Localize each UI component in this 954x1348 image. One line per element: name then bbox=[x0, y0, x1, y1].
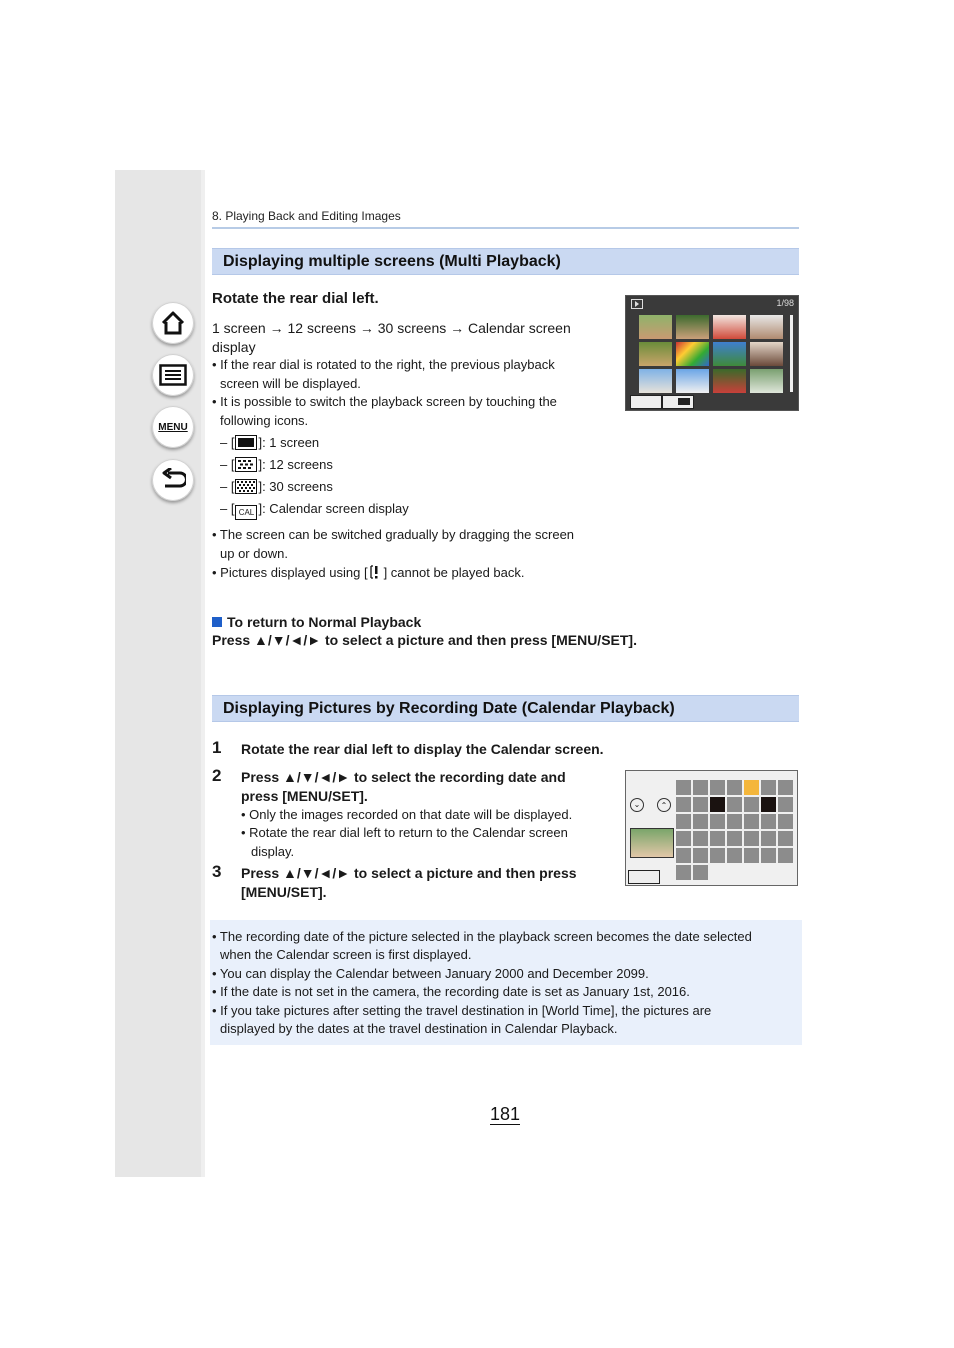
contents-button[interactable] bbox=[152, 354, 194, 396]
calendar-day-cell[interactable] bbox=[710, 797, 725, 812]
calendar-day-cell[interactable] bbox=[761, 848, 776, 863]
bullet-line: • If the rear dial is rotated to the right, the previous playback bbox=[212, 357, 555, 372]
icon-list-item bbox=[220, 501, 409, 520]
bullet-text: • Pictures displayed using [ bbox=[212, 565, 368, 580]
calendar-day-cell[interactable] bbox=[744, 831, 759, 846]
sequence-item: 30 screens bbox=[377, 320, 447, 336]
home-icon bbox=[160, 310, 186, 336]
thirty-screens-icon[interactable] bbox=[628, 870, 660, 884]
thumbnail[interactable] bbox=[750, 315, 783, 339]
calendar-icon[interactable] bbox=[235, 505, 257, 520]
note-line: when the Calendar screen is first displayed. bbox=[220, 947, 472, 962]
calendar-day-cell[interactable] bbox=[676, 848, 691, 863]
calendar-day-cell[interactable] bbox=[710, 780, 725, 795]
calendar-day-cell[interactable] bbox=[761, 780, 776, 795]
square-bullet-icon bbox=[212, 617, 222, 627]
step-number: 2 bbox=[212, 766, 222, 785]
bullet-text: ] cannot be played back. bbox=[383, 565, 525, 580]
sub-bullet: • Rotate the rear dial left to return to the Calendar screen bbox=[241, 825, 568, 840]
step-text: [MENU/SET]. bbox=[241, 884, 327, 900]
calendar-day-cell[interactable] bbox=[693, 865, 708, 880]
bullet-line: up or down. bbox=[220, 546, 288, 561]
calendar-day-cell[interactable] bbox=[778, 814, 793, 829]
return-instruction: Press ▲/▼/◄/► to select a picture and then press [MENU/SET]. bbox=[212, 632, 637, 648]
warning-icon bbox=[369, 564, 383, 580]
thumbnail[interactable] bbox=[750, 342, 783, 366]
return-heading-row bbox=[212, 614, 421, 630]
home-button[interactable] bbox=[152, 302, 194, 344]
calendar-day-cell[interactable] bbox=[744, 780, 759, 795]
bullet-line bbox=[212, 564, 525, 580]
note-line: • You can display the Calendar between January 2000 and December 2099. bbox=[212, 966, 649, 981]
note-line: • If the date is not set in the camera, the recording date is set as January 1st, 2016. bbox=[212, 984, 690, 999]
section-title-bar bbox=[212, 695, 799, 722]
calendar-day-cell[interactable] bbox=[710, 814, 725, 829]
sequence-item: 12 screens bbox=[287, 320, 356, 336]
calendar-day-cell[interactable] bbox=[761, 831, 776, 846]
icon-list-label: ]: 1 screen bbox=[258, 435, 320, 450]
playback-icon bbox=[631, 299, 643, 309]
calendar-screen bbox=[625, 770, 798, 886]
chevron-down-icon[interactable]: ⌄ bbox=[630, 798, 644, 812]
calendar-day-cell[interactable] bbox=[676, 814, 691, 829]
thumbnail[interactable] bbox=[639, 369, 672, 393]
calendar-day-cell[interactable] bbox=[693, 848, 708, 863]
step-text: Press ▲/▼/◄/► to select the recording date and bbox=[241, 769, 566, 785]
sub-bullet: • Only the images recorded on that date will be displayed. bbox=[241, 807, 573, 822]
calendar-day-cell[interactable] bbox=[710, 831, 725, 846]
thumbnail[interactable] bbox=[713, 315, 746, 339]
thumbnail[interactable] bbox=[676, 342, 709, 366]
return-heading: To return to Normal Playback bbox=[227, 614, 422, 630]
thirty-screens-icon[interactable] bbox=[235, 479, 257, 494]
sequence-line bbox=[212, 320, 571, 336]
sidebar-edge bbox=[201, 170, 205, 1177]
thumbnail[interactable] bbox=[676, 315, 709, 339]
sequence-item: 1 screen bbox=[212, 320, 266, 336]
thumbnail[interactable] bbox=[713, 342, 746, 366]
note-line: • If you take pictures after setting the travel destination in [World Time], the pictures are bbox=[212, 1003, 712, 1018]
calendar-day-cell[interactable] bbox=[693, 780, 708, 795]
sub-bullet: display. bbox=[251, 844, 295, 859]
bullet-line: screen will be displayed. bbox=[220, 376, 361, 391]
back-button[interactable] bbox=[152, 459, 194, 501]
thumbnail[interactable] bbox=[639, 315, 672, 339]
calendar-day-cell[interactable] bbox=[778, 780, 793, 795]
sequence-item: Calendar screen bbox=[468, 320, 571, 336]
menu-button[interactable] bbox=[152, 406, 194, 448]
preview-thumbnail bbox=[630, 828, 674, 858]
twelve-screens-icon[interactable] bbox=[630, 395, 662, 409]
icon-list-item bbox=[220, 479, 333, 494]
thumbnail[interactable] bbox=[639, 342, 672, 366]
bracket: – [ bbox=[220, 501, 235, 516]
icon-list-label: ]: Calendar screen display bbox=[258, 501, 409, 516]
icon-list-label: ]: 30 screens bbox=[258, 479, 333, 494]
chapter-header: 8. Playing Back and Editing Images bbox=[212, 209, 401, 223]
bracket: – [ bbox=[220, 457, 235, 472]
calendar-day-cell[interactable] bbox=[778, 848, 793, 863]
calendar-day-cell[interactable] bbox=[727, 814, 742, 829]
calendar-day-cell[interactable] bbox=[727, 848, 742, 863]
menu-label: MENU bbox=[158, 421, 188, 433]
section-title-bar bbox=[212, 248, 799, 275]
calendar-day-cell[interactable] bbox=[761, 814, 776, 829]
step-number: 1 bbox=[212, 738, 222, 757]
calendar-day-cell[interactable] bbox=[693, 831, 708, 846]
step-heading: Rotate the rear dial left. bbox=[212, 290, 379, 307]
arrow-icon: → bbox=[450, 320, 465, 336]
section-title: Displaying Pictures by Recording Date (Calendar Playback) bbox=[223, 700, 675, 717]
calendar-day-cell[interactable] bbox=[676, 865, 691, 880]
note-line: • The recording date of the picture selected in the playback screen becomes the date selected bbox=[212, 929, 752, 944]
header-rule bbox=[212, 227, 799, 229]
calendar-day-cell[interactable] bbox=[727, 797, 742, 812]
thumbnail[interactable] bbox=[750, 369, 783, 393]
bullet-line: • The screen can be switched gradually by dragging the screen bbox=[212, 527, 575, 542]
section-title: Displaying multiple screens (Multi Playback) bbox=[223, 253, 561, 270]
icon-list-label: ]: 12 screens bbox=[258, 457, 333, 472]
back-icon bbox=[160, 468, 186, 492]
bullet-line: following icons. bbox=[220, 413, 309, 428]
bracket: – [ bbox=[220, 435, 235, 450]
calendar-day-cell[interactable] bbox=[778, 797, 793, 812]
single-screen-icon[interactable] bbox=[235, 435, 257, 450]
multi-playback-screen bbox=[625, 295, 799, 411]
calendar-day-cell[interactable] bbox=[710, 848, 725, 863]
sequence-continued: display bbox=[212, 339, 256, 355]
note-box bbox=[210, 920, 802, 1045]
calendar-day-cell[interactable] bbox=[676, 797, 691, 812]
calendar-icon-text: CAL bbox=[238, 508, 255, 517]
icon-list-item bbox=[220, 457, 333, 472]
calendar-day-cell[interactable] bbox=[693, 814, 708, 829]
calendar-day-cell[interactable] bbox=[744, 848, 759, 863]
calendar-day-cell[interactable] bbox=[727, 780, 742, 795]
calendar-day-cell[interactable] bbox=[693, 797, 708, 812]
twelve-screens-icon[interactable] bbox=[235, 457, 257, 472]
calendar-day-cell[interactable] bbox=[676, 780, 691, 795]
calendar-day-cell[interactable] bbox=[744, 814, 759, 829]
calendar-day-cell[interactable] bbox=[778, 831, 793, 846]
thumbnail[interactable] bbox=[676, 369, 709, 393]
step-text: press [MENU/SET]. bbox=[241, 788, 368, 804]
chevron-up-icon[interactable]: ⌃ bbox=[657, 798, 671, 812]
contents-list-icon bbox=[159, 364, 187, 386]
icon-list-item bbox=[220, 435, 319, 450]
step-text: Rotate the rear dial left to display the Calendar screen. bbox=[241, 741, 604, 757]
calendar-day-cell[interactable] bbox=[727, 831, 742, 846]
page-number: 181 bbox=[490, 1104, 521, 1124]
step-text: Press ▲/▼/◄/► to select a picture and then press bbox=[241, 865, 577, 881]
note-line: displayed by the dates at the travel destination in Calendar Playback. bbox=[220, 1021, 618, 1036]
calendar-day-cell[interactable] bbox=[744, 797, 759, 812]
bullet-line: • It is possible to switch the playback screen by touching the bbox=[212, 394, 557, 409]
step-number: 3 bbox=[212, 862, 222, 881]
arrow-icon: → bbox=[359, 320, 374, 336]
thumbnail[interactable] bbox=[713, 369, 746, 393]
image-counter: 1/98 bbox=[776, 298, 794, 308]
arrow-icon: → bbox=[269, 320, 284, 336]
calendar-day-cell[interactable] bbox=[676, 831, 691, 846]
single-screen-icon[interactable] bbox=[662, 395, 694, 409]
bracket: – [ bbox=[220, 479, 235, 494]
calendar-day-cell[interactable] bbox=[761, 797, 776, 812]
scrollbar[interactable] bbox=[790, 315, 793, 392]
